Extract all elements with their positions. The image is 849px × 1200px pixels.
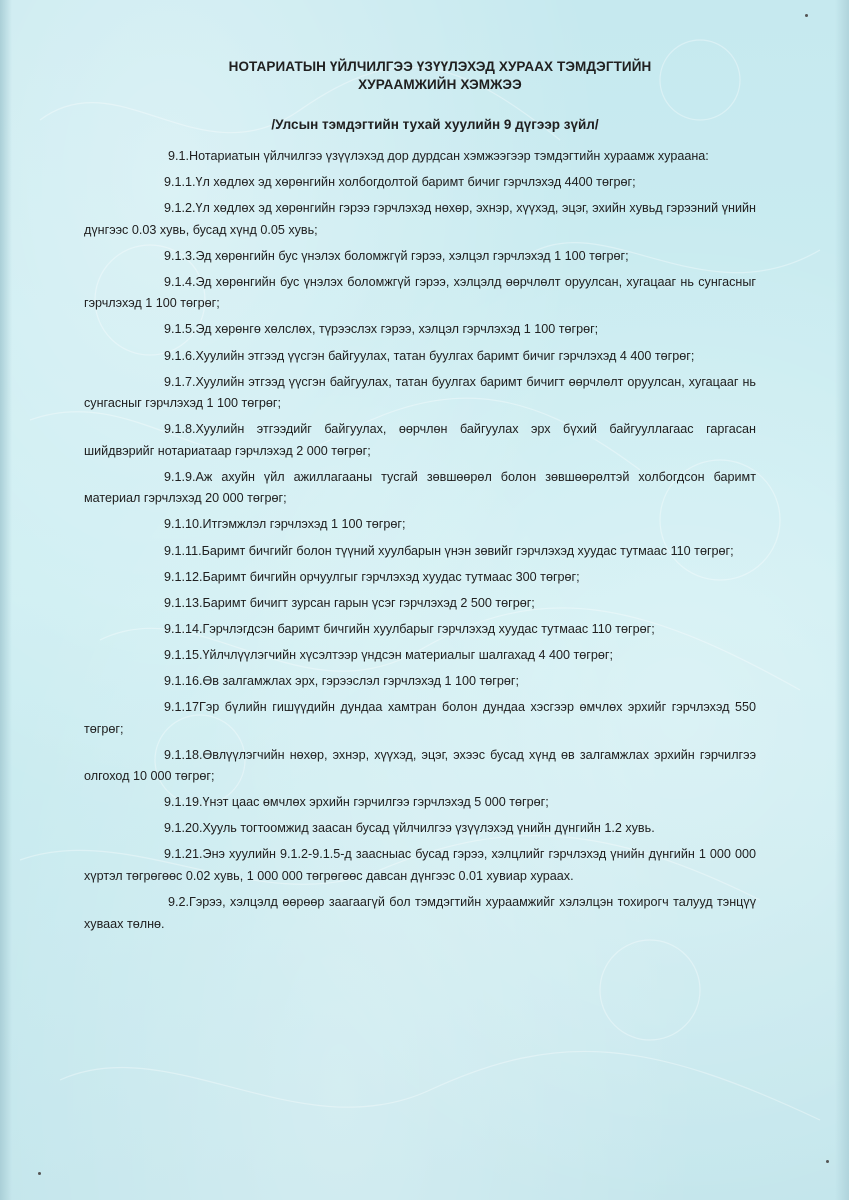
document-subtitle: /Улсын тэмдэгтийн тухай хуулийн 9 дүгээр зүйл/ (271, 117, 599, 132)
paper-edge-left (0, 0, 12, 1200)
paragraph-9-1-13: 9.1.13.Баримт бичигт зурсан гарын үсэг гэрчлэхэд 2 500 төгрөг; (164, 595, 535, 610)
paragraph-9-1-2: 9.1.2.Үл хөдлөх эд хөрөнгийн гэрээ гэрчлэхэд нөхөр, эхнэр, хүүхэд, эцэг, эхийн хувьд гэрээний үнийн дүнгээс 0.03 хувь, бусад хүнд 0.05 хувь; (84, 201, 756, 237)
scan-speck (826, 1160, 829, 1163)
title-line-1: НОТАРИАТЫН ҮЙЛЧИЛГЭЭ ҮЗҮҮЛЭХЭД ХУРААХ ТЭМДЭГТИЙН (228, 59, 652, 74)
paragraph-9-1-12: 9.1.12.Баримт бичгийн орчуулгыг гэрчлэхэд хуудас тутмаас 300 төгрөг; (164, 569, 580, 584)
paragraph-9-1-20: 9.1.20.Хууль тогтоомжид заасан бусад үйлчилгээ үзүүлэхэд үнийн дүнгийн 1.2 хувь. (164, 821, 655, 836)
scan-speck (805, 14, 808, 17)
paragraph-9-1-7: 9.1.7.Хуулийн этгээд үүсгэн байгуулах, татан буулгах баримт бичигт өөрчлөлт оруулсан, хугацааг нь сунгасныг гэрчлэхэд 1 100 төгрөг; (84, 374, 756, 411)
paragraph-9-1-9: 9.1.9.Аж ахуйн үйл ажиллагааны тусгай зөвшөөрөл болон зөвшөөрөлтэй холбогдсон баримт материал гэрчлэхэд 20 000 төгрөг; (84, 469, 756, 506)
document-body (84, 58, 756, 940)
paragraph-9-1-6: 9.1.6.Хуулийн этгээд үүсгэн байгуулах, татан буулгах баримт бичиг гэрчлэхэд 4 400 төгрөг; (164, 348, 695, 363)
scan-speck (38, 1172, 41, 1175)
paragraph-9-1-8: 9.1.8.Хуулийн этгээдийг байгуулах, өөрчлөн байгуулах эрх бүхий байгууллагаас гаргасан шийдвэрийг нотариатаар гэрчлэхэд 2 000 төгрөг; (84, 422, 756, 458)
paragraph-9-1: 9.1.Нотариатын үйлчилгээ үзүүлэхэд дор дурдсан хэмжээгээр тэмдэгтийн хураамж хураана: (168, 149, 709, 163)
paragraph-9-1-19: 9.1.19.Үнэт цаас өмчлөх эрхийн гэрчилгээ гэрчлэхэд 5 000 төгрөг; (164, 795, 549, 810)
document-title (124, 58, 756, 94)
paragraph-9-1-16: 9.1.16.Өв залгамжлах эрх, гэрээслэл гэрчлэхэд 1 100 төгрөг; (164, 674, 519, 688)
paragraph-9-1-21: 9.1.21.Энэ хуулийн 9.1.2-9.1.5-д заасныас бусад гэрээ, хэлцлийг гэрчлэхэд үнийн дүнгийн 1 000 000 хүртэл төгрөгөөс 0.02 хувь, 1 000 000 төгрөгөөс давсан дүнгээс 0.01 хувиар хураах. (84, 847, 756, 883)
paragraph-9-2: 9.2.Гэрээ, хэлцэлд өөрөөр заагаагүй бол тэмдэгтийн хураамжийг хэлэлцэн тохирогч талууд тэнцүү хуваах төлнө. (84, 895, 756, 931)
title-line-2: ХУРААМЖИЙН ХЭМЖЭЭ (358, 77, 522, 92)
paragraph-9-1-18: 9.1.18.Өвлүүлэгчийн нөхөр, эхнэр, хүүхэд, эцэг, эхээс бусад хүнд өв залгамжлах эрхийн гэрчилгээ олгоход 10 000 төгрөг; (84, 747, 756, 784)
paragraph-9-1-1: 9.1.1.Үл хөдлөх эд хөрөнгийн холбогдолтой баримт бичиг гэрчлэхэд 4400 төгрөг; (164, 175, 636, 190)
paper-edge-right (835, 0, 849, 1200)
paragraph-9-1-5: 9.1.5.Эд хөрөнгө хөлслөх, түрээслэх гэрээ, хэлцэл гэрчлэхэд 1 100 төгрөг; (164, 322, 599, 337)
paragraph-9-1-15: 9.1.15.Үйлчлүүлэгчийн хүсэлтээр үндсэн материалыг шалгахад 4 400 төгрөг; (164, 647, 613, 662)
paragraph-9-1-17: 9.1.17Гэр бүлийн гишүүдийн дундаа хамтран болон дундаа хэсгээр өмчлөх эрхийг гэрчлэхэд 550 төгрөг; (84, 700, 756, 736)
paragraph-9-1-3: 9.1.3.Эд хөрөнгийн бус үнэлэх боломжгүй гэрээ, хэлцэл гэрчлэхэд 1 100 төгрөг; (164, 248, 629, 263)
paragraph-9-1-10: 9.1.10.Итгэмжлэл гэрчлэхэд 1 100 төгрөг; (164, 517, 406, 532)
paragraph-9-1-14: 9.1.14.Гэрчлэгдсэн баримт бичгийн хуулбарыг гэрчлэхэд хуудас тутмаас 110 төгрөг; (164, 621, 655, 636)
paragraph-9-1-11: 9.1.11.Баримт бичгийг болон түүний хуулбарын үнэн зөвийг гэрчлэхэд хуудас тутмаас 110 төгрөг; (164, 543, 734, 558)
paragraph-9-1-4: 9.1.4.Эд хөрөнгийн бус үнэлэх боломжгүй гэрээ, хэлцэлд өөрчлөлт оруулсан, хугацааг нь сунгасныг гэрчлэхэд 1 100 төгрөг; (84, 274, 756, 311)
